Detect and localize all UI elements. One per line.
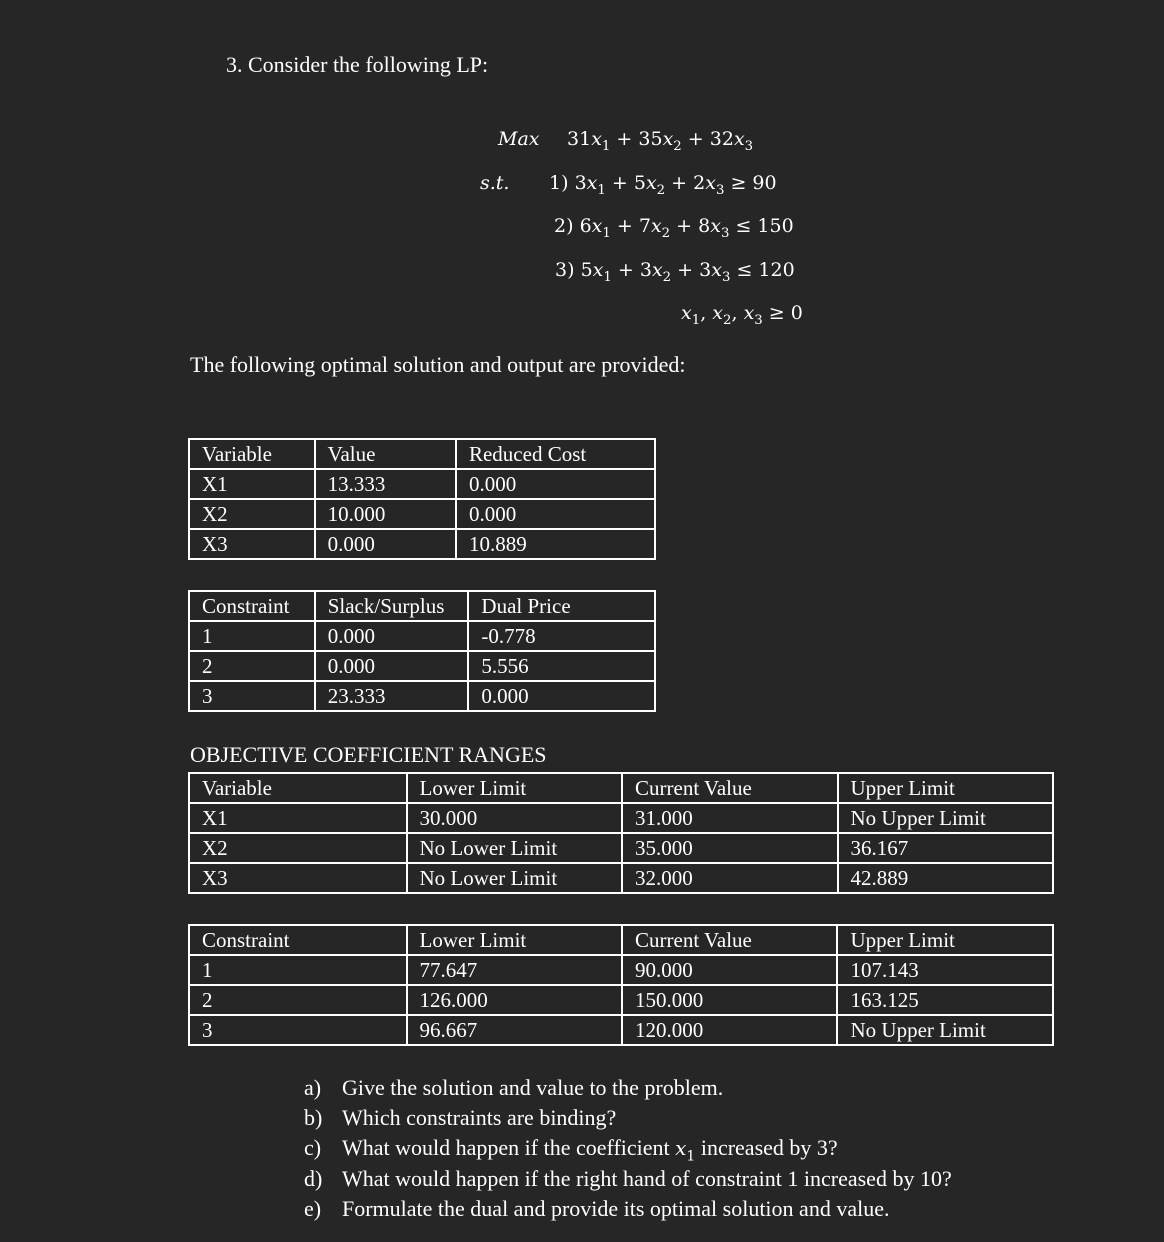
table-cell: 1 xyxy=(189,621,315,651)
table-cell: -0.778 xyxy=(468,621,655,651)
intro-text: The following optimal solution and output are provided: xyxy=(190,352,686,377)
table-row xyxy=(189,863,1053,893)
table-cell: 0.000 xyxy=(468,681,655,711)
table-cell: No Upper Limit xyxy=(838,803,1054,833)
table-row xyxy=(189,833,1053,863)
table-header-cell: Value xyxy=(315,439,456,469)
table-cell: 0.000 xyxy=(456,499,655,529)
table-row xyxy=(189,985,1053,1015)
question-c: c) What would happen if the coefficient $x_1$ increased by 3? xyxy=(304,1135,838,1165)
table-cell: 126.000 xyxy=(407,985,622,1015)
table-header-row xyxy=(189,925,1053,955)
table-cell: 150.000 xyxy=(622,985,837,1015)
table-header-cell: Variable xyxy=(189,439,315,469)
table-cell: X3 xyxy=(189,529,315,559)
table-cell: 32.000 xyxy=(622,863,838,893)
table-cell: 2 xyxy=(189,985,407,1015)
table-cell: 107.143 xyxy=(837,955,1053,985)
right-hand-side-ranges-table xyxy=(188,924,1054,1046)
table-cell: 163.125 xyxy=(837,985,1053,1015)
constraint-slack-table xyxy=(188,590,656,712)
st-label: s.t. xyxy=(480,172,510,194)
table-cell: 3 xyxy=(189,681,315,711)
table-row xyxy=(189,803,1053,833)
table-row xyxy=(189,499,655,529)
table-header-row xyxy=(189,773,1053,803)
question-a: a) Give the solution and value to the problem. xyxy=(304,1075,724,1100)
table-cell: X3 xyxy=(189,863,407,893)
constraint-1: 1) $3x_1 + 5x_2 + 2x_3 \ge 90$ xyxy=(549,172,777,198)
table-header-cell: Reduced Cost xyxy=(456,439,655,469)
table-row xyxy=(189,651,655,681)
table-header-row xyxy=(189,439,655,469)
table-header-row xyxy=(189,591,655,621)
table-cell: X1 xyxy=(189,803,407,833)
max-label: Max xyxy=(498,128,540,150)
table-header-cell: Lower Limit xyxy=(407,925,622,955)
table-cell: 31.000 xyxy=(622,803,838,833)
objective-ranges-title: OBJECTIVE COEFFICIENT RANGES xyxy=(190,742,547,767)
objective-function: $31x_1 + 35x_2 + 32x_3$ xyxy=(567,128,754,154)
table-header-cell: Current Value xyxy=(622,773,838,803)
objective-coefficient-ranges-table xyxy=(188,772,1054,894)
table-cell: X1 xyxy=(189,469,315,499)
table-header-cell: Constraint xyxy=(189,925,407,955)
table-header-cell: Dual Price xyxy=(468,591,655,621)
table-cell: 0.000 xyxy=(315,621,469,651)
table-row xyxy=(189,621,655,651)
table-cell: 0.000 xyxy=(315,651,469,681)
table-cell: 5.556 xyxy=(468,651,655,681)
table-header-cell: Current Value xyxy=(622,925,837,955)
table-cell: 96.667 xyxy=(407,1015,622,1045)
table-header-cell: Slack/Surplus xyxy=(315,591,469,621)
table-cell: 1 xyxy=(189,955,407,985)
table-header-cell: Upper Limit xyxy=(837,925,1053,955)
table-cell: No Lower Limit xyxy=(407,833,622,863)
table-cell: 10.889 xyxy=(456,529,655,559)
table-cell: 2 xyxy=(189,651,315,681)
question-d: d) What would happen if the right hand of constraint 1 increased by 10? xyxy=(304,1166,952,1191)
constraint-3: 3) $5x_1 + 3x_2 + 3x_3 \le 120$ xyxy=(555,259,795,285)
table-cell: 36.167 xyxy=(838,833,1054,863)
table-row xyxy=(189,955,1053,985)
table-cell: 13.333 xyxy=(315,469,456,499)
constraint-2: 2) $6x_1 + 7x_2 + 8x_3 \le 150$ xyxy=(554,215,794,241)
table-row xyxy=(189,1015,1053,1045)
table-row xyxy=(189,681,655,711)
table-cell: X2 xyxy=(189,499,315,529)
table-cell: 90.000 xyxy=(622,955,837,985)
table-cell: 0.000 xyxy=(456,469,655,499)
table-row xyxy=(189,469,655,499)
table-row xyxy=(189,529,655,559)
table-cell: 35.000 xyxy=(622,833,838,863)
table-cell: No Upper Limit xyxy=(837,1015,1053,1045)
table-header-cell: Constraint xyxy=(189,591,315,621)
table-header-cell: Variable xyxy=(189,773,407,803)
table-cell: 77.647 xyxy=(407,955,622,985)
table-header-cell: Lower Limit xyxy=(407,773,622,803)
table-cell: No Lower Limit xyxy=(407,863,622,893)
question-e: e) Formulate the dual and provide its optimal solution and value. xyxy=(304,1196,890,1221)
table-cell: 0.000 xyxy=(315,529,456,559)
table-cell: 30.000 xyxy=(407,803,622,833)
table-cell: X2 xyxy=(189,833,407,863)
question-b: b) Which constraints are binding? xyxy=(304,1105,617,1130)
nonnegativity-constraint: $x_1$, $x_2$, $x_3 \ge 0$ xyxy=(681,302,803,328)
table-cell: 10.000 xyxy=(315,499,456,529)
table-cell: 3 xyxy=(189,1015,407,1045)
table-cell: 120.000 xyxy=(622,1015,837,1045)
table-header-cell: Upper Limit xyxy=(838,773,1054,803)
variable-value-table xyxy=(188,438,656,560)
table-cell: 23.333 xyxy=(315,681,469,711)
problem-heading: 3. Consider the following LP: xyxy=(226,52,489,77)
table-cell: 42.889 xyxy=(838,863,1054,893)
